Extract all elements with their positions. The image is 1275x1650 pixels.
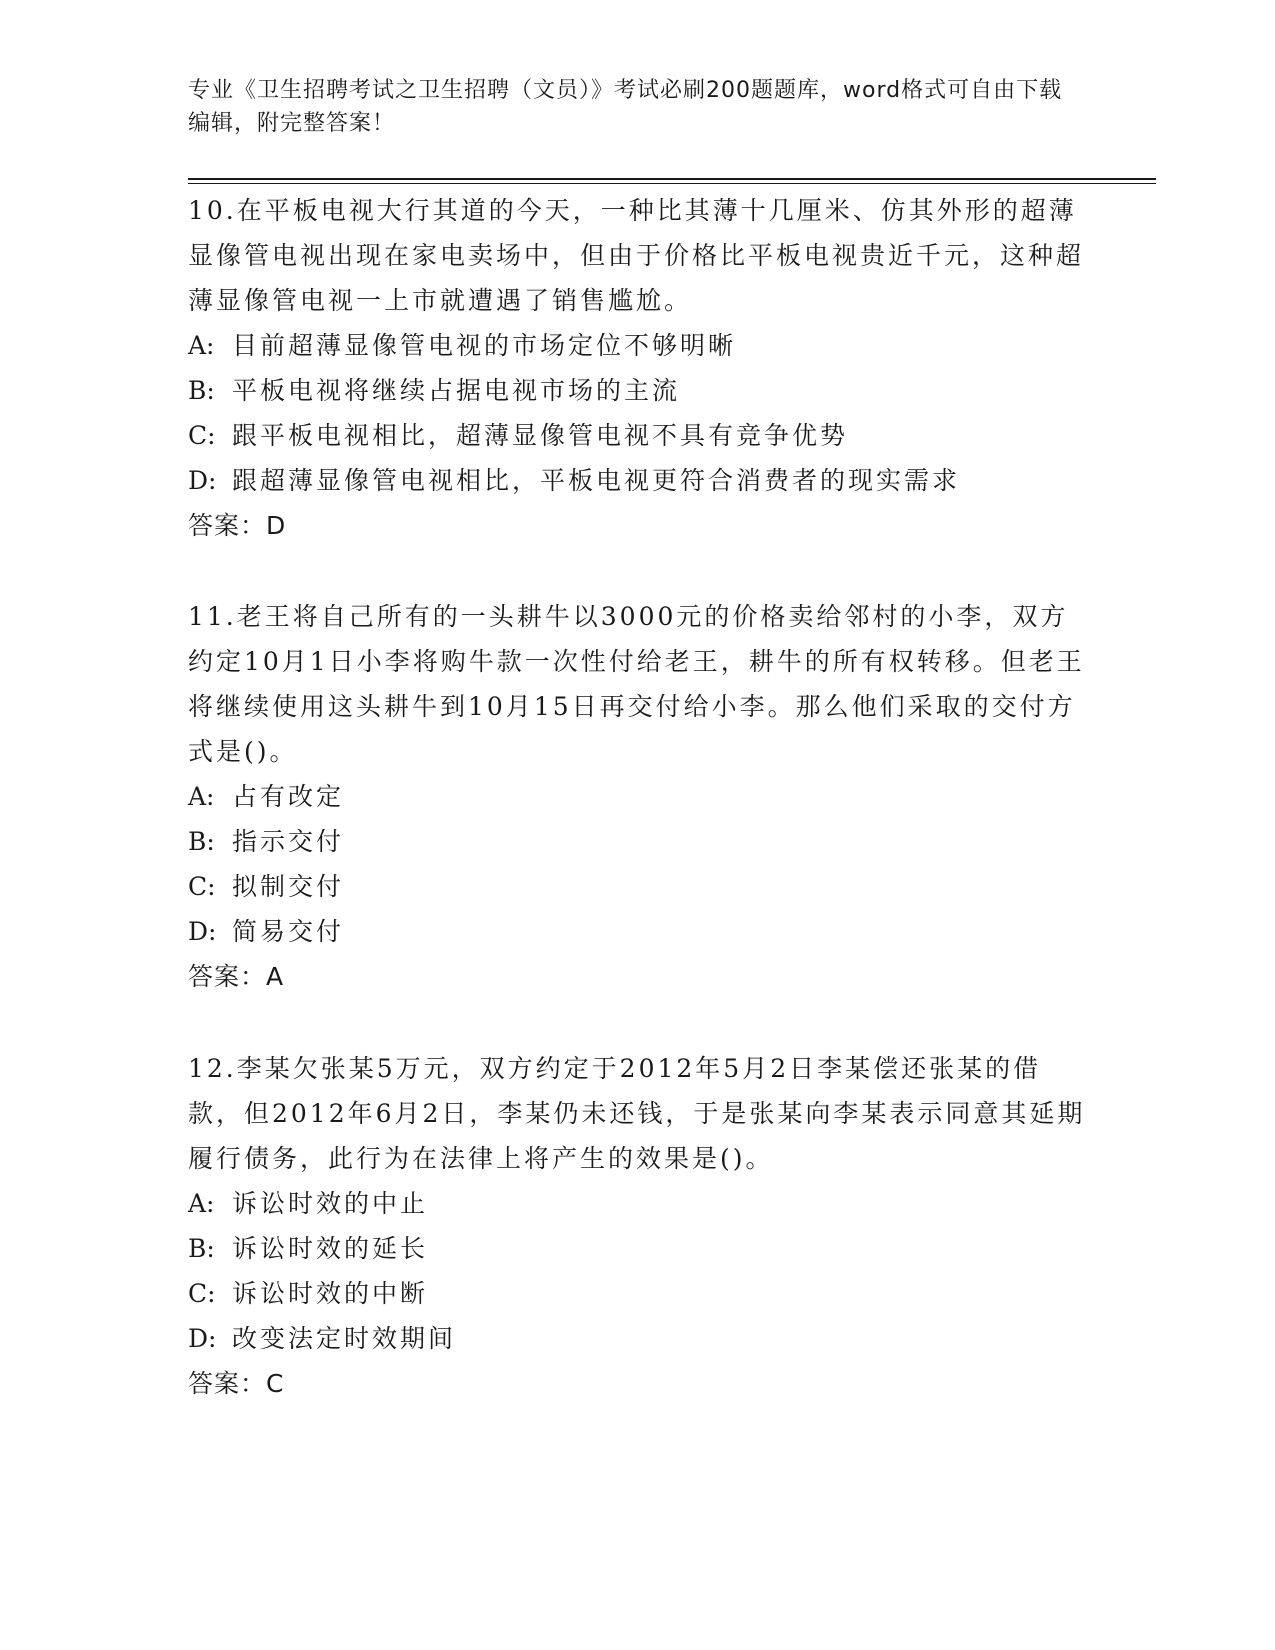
option-text: 平板电视将继续占据电视市场的主流 [232, 376, 681, 405]
header-divider-thick [188, 178, 1156, 180]
option-text: 占有改定 [232, 782, 345, 811]
option-text: 跟平板电视相比，超薄显像管电视不具有竞争优势 [232, 421, 849, 450]
option-label: C: [188, 421, 216, 450]
option-b [188, 1226, 1088, 1271]
answer-line: 答案：D [188, 511, 287, 540]
document-header: 专业《卫生招聘考试之卫生招聘（文员）》考试必刷200题题库，word格式可自由下载编辑，附完整答案！ [188, 78, 1063, 136]
option-text: 改变法定时效期间 [232, 1324, 457, 1353]
option-d [188, 458, 1088, 503]
question-stem: 12.李某欠张某5万元，双方约定于2012年5月2日李某偿还张某的借款，但2012年6月2日，李某仍未还钱，于是张某向李某表示同意其延期履行债务，此行为在法律上将产生的效果是()。 [188, 1054, 1086, 1173]
option-b [188, 368, 1088, 413]
option-label: D: [188, 1324, 217, 1353]
question-10 [188, 188, 1088, 548]
option-d [188, 1316, 1088, 1361]
option-text: 诉讼时效的中断 [232, 1279, 429, 1308]
answer-line: 答案：A [188, 962, 285, 991]
question-11 [188, 594, 1088, 999]
option-label: A: [188, 331, 215, 360]
option-label: C: [188, 1279, 216, 1308]
question-stem: 11.老王将自己所有的一头耕牛以3000元的价格卖给邻村的小李，双方约定10月1日小李将购牛款一次性付给老王，耕牛的所有权转移。但老王将继续使用这头耕牛到10月15日再交付给小李。那么他们采取的交付方式是()。 [188, 602, 1085, 766]
option-label: C: [188, 872, 216, 901]
option-label: B: [188, 1234, 215, 1263]
option-label: D: [188, 917, 217, 946]
option-c [188, 1271, 1088, 1316]
option-text: 诉讼时效的中止 [232, 1189, 429, 1218]
option-label: A: [188, 782, 215, 811]
option-text: 指示交付 [232, 827, 345, 856]
option-text: 诉讼时效的延长 [232, 1234, 429, 1263]
answer-line: 答案：C [188, 1369, 285, 1398]
option-label: D: [188, 466, 217, 495]
option-d [188, 909, 1088, 954]
option-label: A: [188, 1189, 215, 1218]
option-c [188, 413, 1088, 458]
option-text: 跟超薄显像管电视相比，平板电视更符合消费者的现实需求 [232, 466, 961, 495]
option-label: B: [188, 376, 215, 405]
option-text: 拟制交付 [232, 872, 345, 901]
option-a [188, 1181, 1088, 1226]
option-text: 简易交付 [232, 917, 345, 946]
option-a [188, 774, 1088, 819]
question-12 [188, 1046, 1088, 1406]
option-a [188, 323, 1088, 368]
option-label: B: [188, 827, 215, 856]
option-c [188, 864, 1088, 909]
header-divider-thin [188, 183, 1156, 184]
option-text: 目前超薄显像管电视的市场定位不够明晰 [232, 331, 737, 360]
option-b [188, 819, 1088, 864]
question-stem: 10.在平板电视大行其道的今天，一种比其薄十几厘米、仿其外形的超薄显像管电视出现在家电卖场中，但由于价格比平板电视贵近千元，这种超薄显像管电视一上市就遭遇了销售尴尬。 [188, 196, 1085, 315]
